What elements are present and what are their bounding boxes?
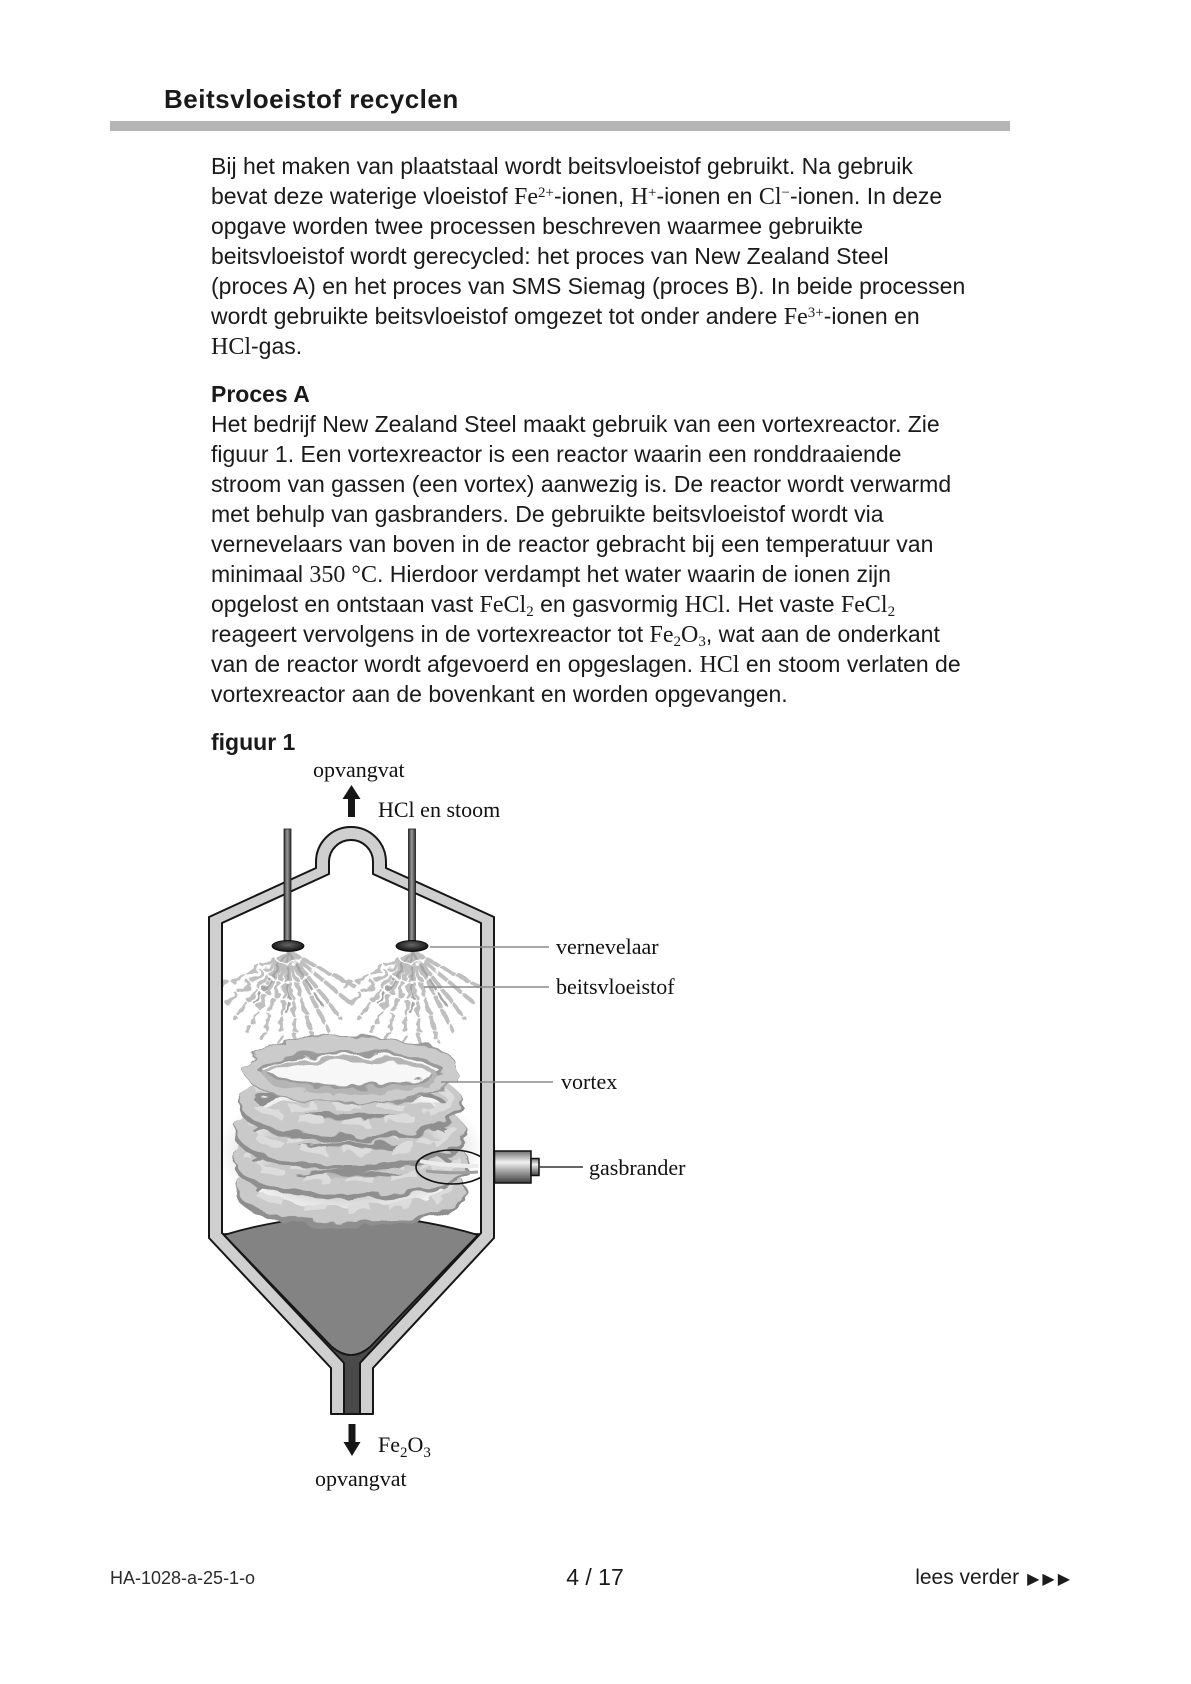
label-vernevelaar: vernevelaar [556,934,659,959]
spray-left [221,951,355,1044]
arrow-down-icon [344,1424,361,1456]
title-divider-bar [110,121,1010,131]
gas-burner [495,1151,540,1183]
intro-paragraph: Bij het maken van plaatstaal wordt beitsvloeistof gebruikt. Na gebruik bevat deze waterige vloeistof $Fe^{2+}$-ionen, H+-ionen en Cl−-ionen. In deze opgave worden twee processen beschreven waarmee gebruikte beitsvloeistof wordt gerecycled: het proces van New Zealand Steel (proces A) en het proces van SMS Siemag (proces B). In beide processen wordt gebruikte beitsvloeistof omgezet tot onder andere $Fe^{3+}$-ionen en HCl-gas. [211,153,966,360]
continue-arrows-icon: ▶▶▶ [1027,1571,1073,1588]
label-fe2o3: $Fe_2O_3$ [378,1432,431,1461]
footer-continue [792,1566,1073,1590]
label-opvangvat-top: opvangvat [313,757,405,782]
proces-a-section [211,379,961,709]
page-title: Beitsvloeistof recyclen [164,84,459,114]
footer-doc-code: HA-1028-a-25-1-o [110,1568,256,1588]
label-gasbrander: gasbrander [589,1155,686,1180]
sprayer-nozzle-right [396,941,428,952]
footer-continue-label: lees verder [915,1566,1020,1589]
proces-a-paragraph: Het bedrijf New Zealand Steel maakt gebruik van een vortexreactor. Zie figuur 1. Een vortexreactor is een reactor waarin een ronddraaiende stroom van gassen (een vortex) aanwezig is. De reactor wordt verwarmd met behulp van gasbranders. De gebruikte beitsvloeistof wordt via vernevelaars van boven in de reactor gebracht bij een temperatuur van minimaal 350 °C. Hierdoor verdampt het water waarin de ionen zijn opgelost en ontstaan vast FeCl$_2$ en gasvormig HCl. Het vaste FeCl$_2$ reageert vervolgens in de vortexreactor tot $Fe_2O_3$, wat aan de onderkant van de reactor wordt afgevoerd en opgeslagen. HCl en stoom verlaten de vortexreactor aan de bovenkant en worden opgevangen. [211,411,961,707]
label-opvangvat-bottom: opvangvat [315,1466,407,1491]
label-vortex: vortex [561,1069,618,1094]
footer-page-indicator: 4 / 17 [566,1564,624,1590]
label-beitsvloeistof: beitsvloeistof [556,974,675,999]
sprayer-nozzle-left [272,941,304,952]
sprayer-tube-right [409,829,416,945]
vortex-reactor-figure [170,740,710,1500]
spray-right [345,951,479,1044]
proces-a-heading: Proces A [211,381,310,407]
sprayer-tube-left [284,829,291,945]
label-hcl-en-stoom: HCl en stoom [378,797,501,822]
figure-caption: figuur 1 [211,729,296,755]
vortex-coil [243,1044,459,1217]
arrow-up-icon [343,785,361,817]
